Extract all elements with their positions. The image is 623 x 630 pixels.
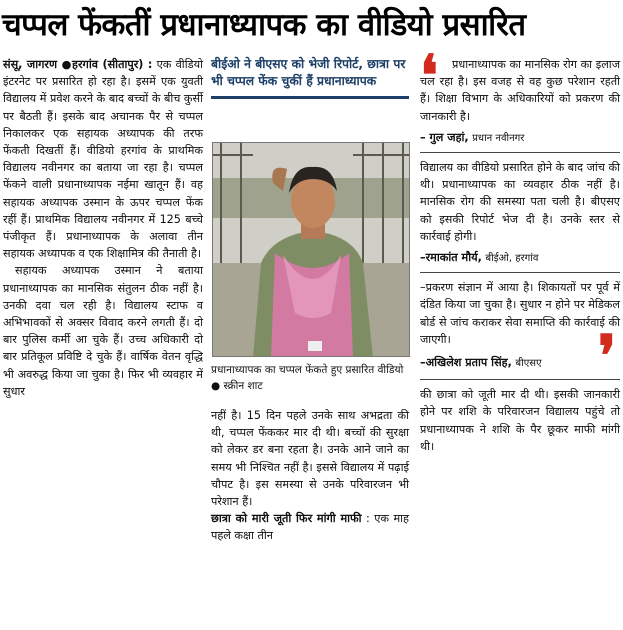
video-screenshot-photo <box>212 142 410 357</box>
divider-1 <box>420 152 620 153</box>
column-1-para-1 <box>3 56 203 262</box>
quote-1-signature <box>420 129 620 147</box>
subheadline-deck: बीईओ ने बीएसए को भेजी रिपोर्ट, छात्रा पर भी चप्पल फेंक चुकीं हैं प्रधानाध्यापक <box>211 56 409 99</box>
column-2-top <box>211 56 409 99</box>
column-3-para-end: की छात्रा को जूती मार दी थी। इसकी जानकारी होने पर शशि के परिवारजन विद्यालय पहुंचे तो प्रधानाध्यापक ने शशि के पैर छूकर माफी मांगी थी। <box>420 388 620 453</box>
column-1-para-1-text: एक वीडियो इंटरनेट पर प्रसारित हो रहा है। इसमें एक युवती विद्यालय में प्रवेश करने के बाद बच्चों के बीच कुर्सी पर बैठती हैं। इसके बाद अचानक पैर से चप्पल निकालकर एक सहायक अध्यापक की तरफ फेंकती दिखतीं हैं। वीडियो हरगांव के प्राथमिक विद्यालय नवीनगर का बताया जा रहा है। चप्पल फेंकने वाली प्रधानाध्यापक नईमा खातून हैं। वह सहायक अध्यापक उस्मान के ऊपर चप्पल फेंक रहीं हैं। प्राथमिक विद्यालय नवीनगर में 125 बच्चे पंजीकृत हैं। प्रधानाध्यापक के अलावा तीन सहायक अध्यापक व एक शिक्षामित्र की तैनाती है। <box>3 58 203 261</box>
divider-2 <box>420 272 620 273</box>
column-1-para-2: सहायक अध्यापक उस्मान ने बताया प्रधानाध्यापक का मानसिक संतुलन ठीक नहीं है। उनकी दवा चल रही है। विद्यालय स्टाफ व अभिभावकों से अक्सर विवाद करने लगती हैं। दो बार पुलिस कर्मी आ चुके हैं। उच्च अधिकारी दो बार प्रतिकूल प्रविष्टि दे चुके हैं। वार्षिक वेतन वृद्धि भी अवरुद्ध किया जा चुका है। फिर भी व्यवहार में सुधार <box>3 264 203 398</box>
quote-block-2 <box>420 159 620 267</box>
photo-caption: प्रधानाध्यापक का चप्पल फेंकते हुए प्रसारित वीडियो ● स्क्रीन शाट <box>211 364 404 392</box>
column-3 <box>420 43 620 455</box>
quote-2-text: विद्यालय का वीडियो प्रसारित होने के बाद जांच की थी। प्रधानाध्यापक का व्यवहार ठीक नहीं है। मानसिक रोग की समस्या पता चली है। बीएसए को इसकी रिपोर्ट भेज दी है। उनके स्तर से कार्रवाई होगी। <box>420 161 620 243</box>
quote-1-role: प्रधान नवीनगर <box>472 132 525 144</box>
quote-block-3 <box>420 279 620 390</box>
quote-block-1 <box>420 43 620 147</box>
column-2-bottom <box>211 407 409 545</box>
quote-1-name: – गुल जहां, <box>420 130 469 144</box>
headline: चप्पल फेंकतीं प्रधानाध्यापक का वीडियो प्रसारित <box>2 7 526 43</box>
quote-3-role: बीएसए <box>515 358 542 370</box>
quote-2-name: –रमाकांत मौर्य, <box>420 251 482 265</box>
divider-3 <box>420 379 620 380</box>
photo-illustration <box>213 143 410 357</box>
quote-2-role: बीईओ, हरगांव <box>485 253 539 265</box>
quote-2-signature <box>420 249 620 267</box>
inline-subhead: छात्रा को मारी जूती फिर मांगी माफी <box>211 512 362 526</box>
dateline: संसू, जागरण ●हरगांव (सीतापुर) : <box>3 58 153 71</box>
column-1 <box>3 56 203 400</box>
quote-3-text: –प्रकरण संज्ञान में आया है। शिकायतों पर पूर्व में दंडित किया जा चुका है। सुधार न होने पर मेडिकल बोर्ड से जांच कराकर सेवा समाप्ति की कार्रवाई की जाएगी। <box>420 281 620 346</box>
column-2-para-1: नहीं है। 15 दिन पहले उनके साथ अभद्रता की थी, चप्पल फेंककर मार दी थी। बच्चों की सुरक्षा को लेकर डर बना रहता है। उनके आने जाने का समय भी निश्चित नहीं है। इससे विद्यालय में पढ़ाई चौपट है। इस समस्या से उनके परिवारजन भी परेशान हैं। <box>211 409 409 509</box>
column-2-para-2 <box>211 510 409 544</box>
quote-3-name: –अखिलेश प्रताप सिंह, <box>420 356 512 370</box>
quote-open-icon: ❛ <box>420 43 439 109</box>
quote-close-icon: ❜ <box>597 323 616 390</box>
column-2-para-2-text: : एक माह पहले कक्षा तीन <box>211 512 409 543</box>
quote-1-text: प्रधानाध्यापक का मानसिक रोग का इलाज चल रहा है। इस वजह से वह कुछ परेशान रहती हैं। शिक्षा विभाग के अधिकारियों को प्रकरण की जानकारी है। <box>420 58 620 123</box>
